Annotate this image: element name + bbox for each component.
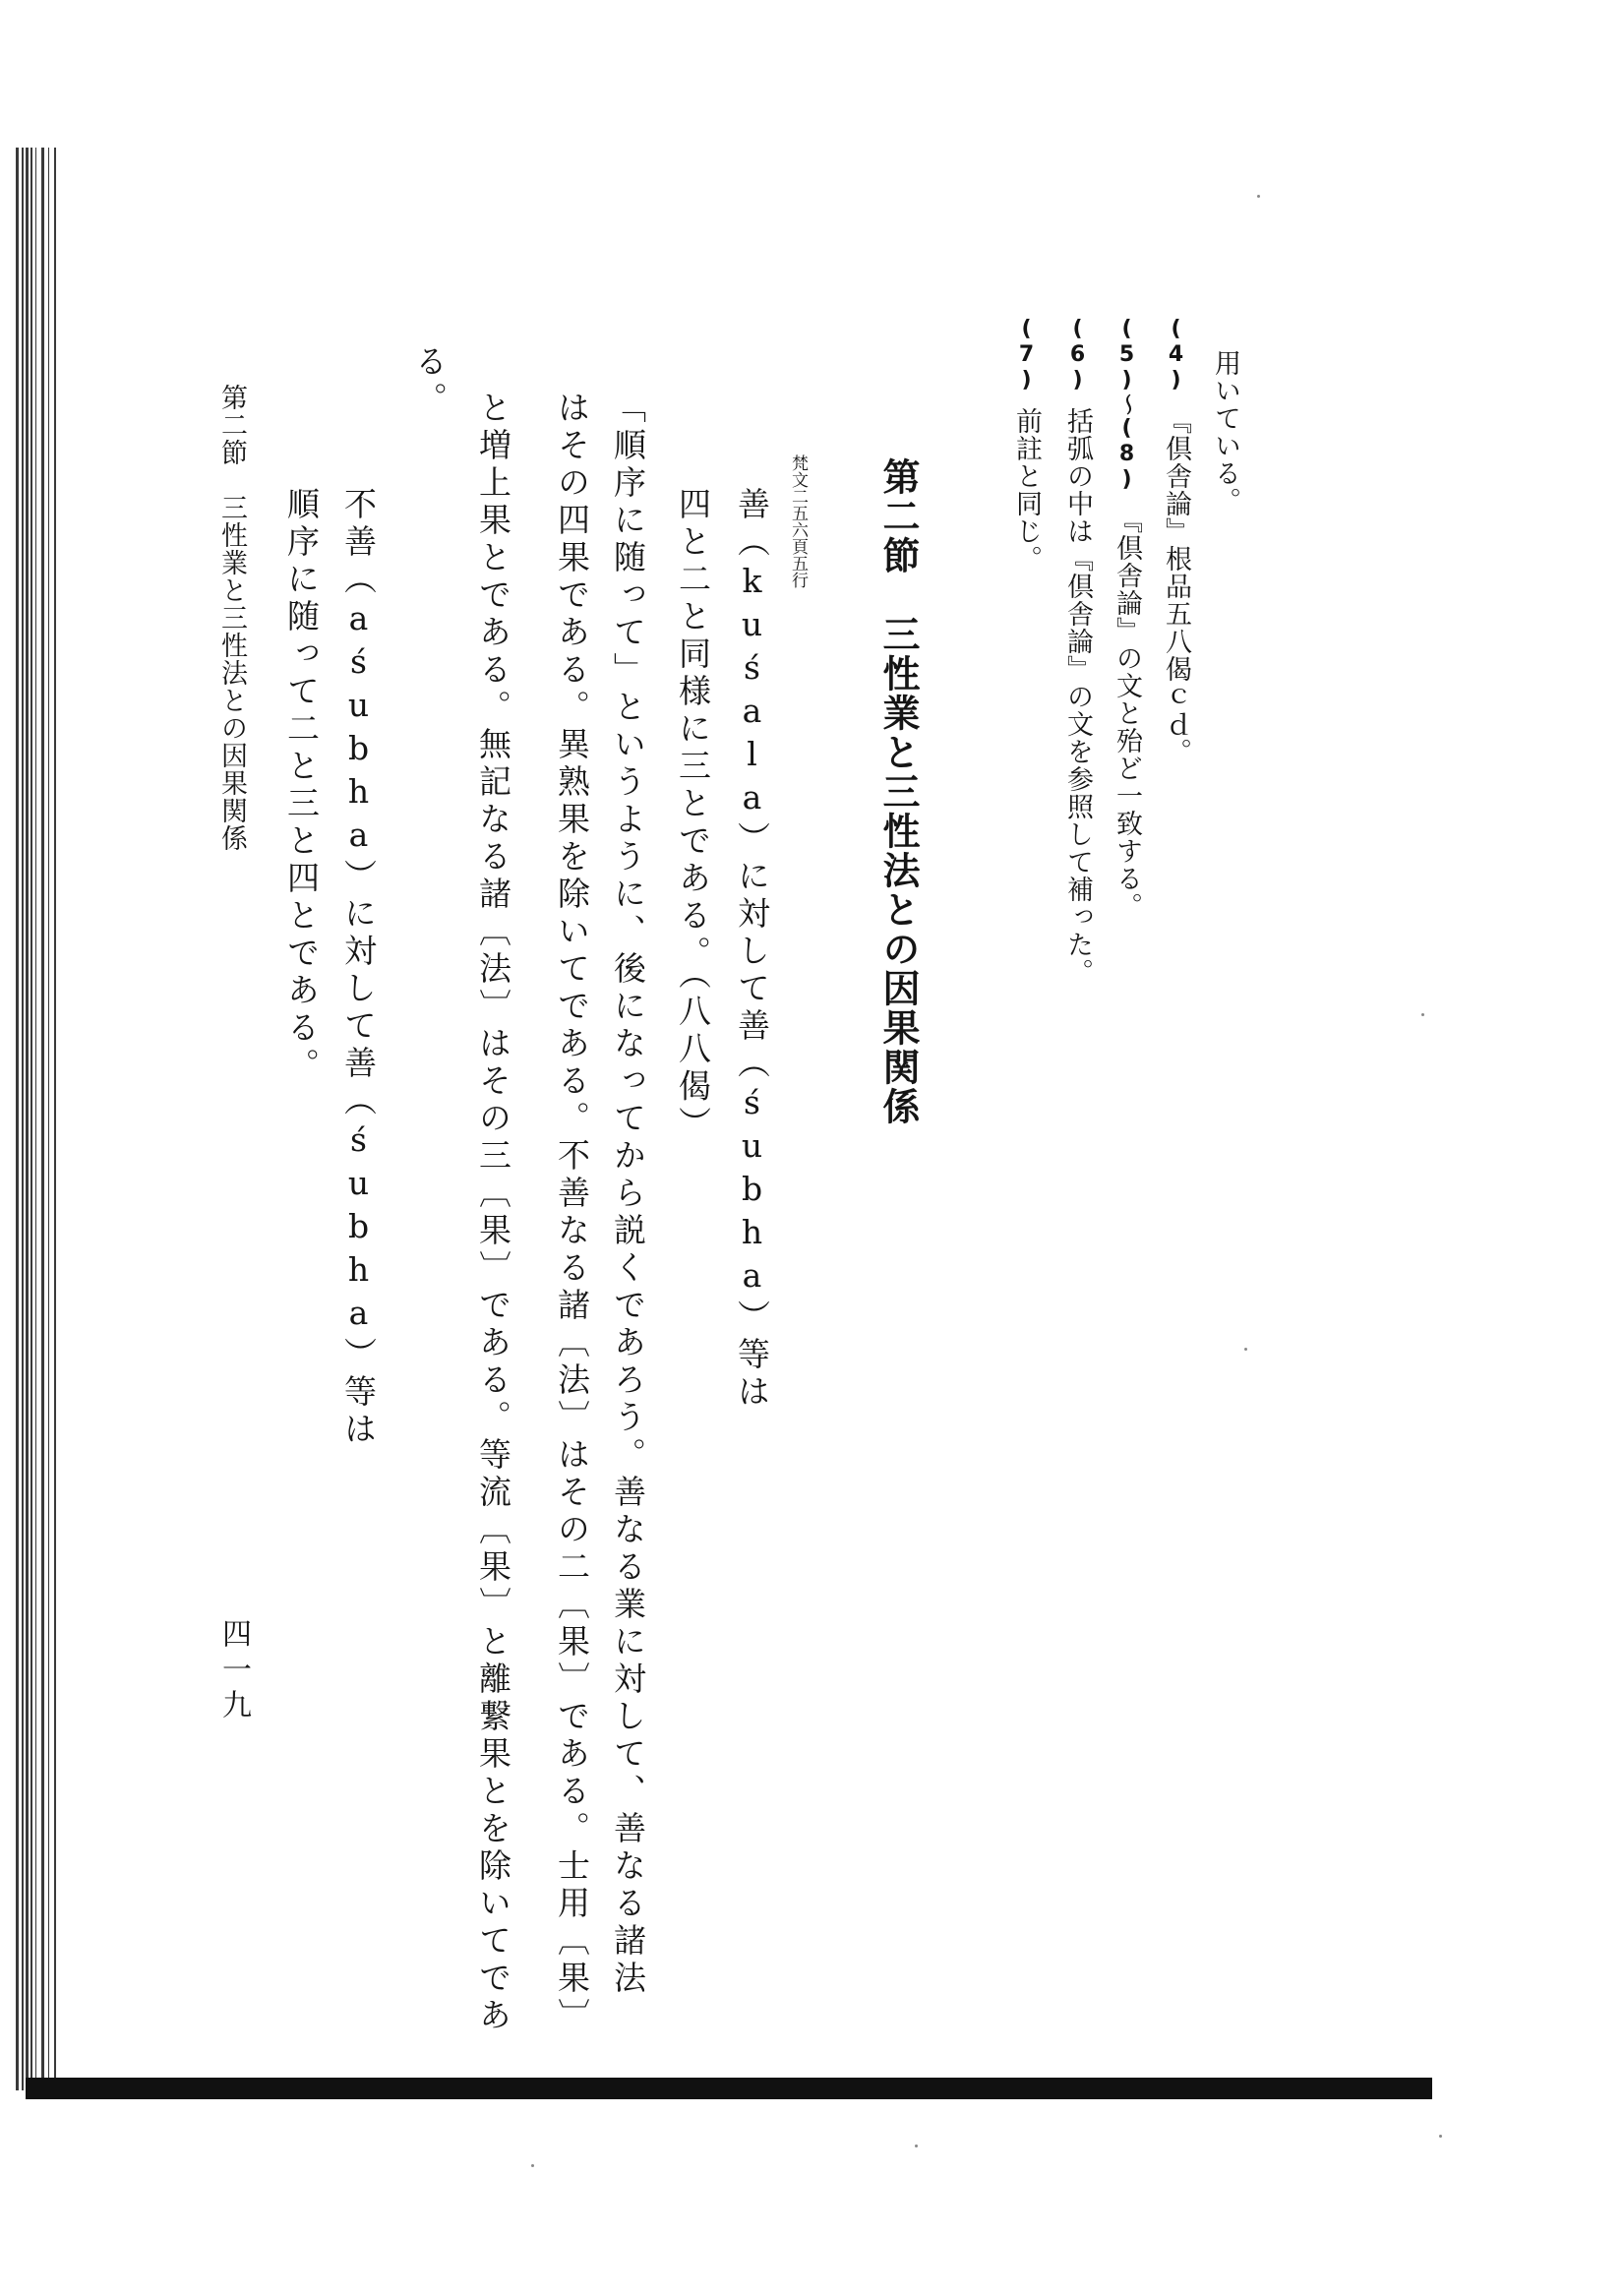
verse-reference: 梵文二五六頁五行 (788, 454, 808, 588)
book-binding-edge (16, 148, 57, 2090)
footnote-number: (6) (1065, 317, 1090, 393)
body-line-4: はその四果である。異熟果を除いてである。不善なる諸〔法〕はその二〔果〕である。士用〔果〕 (553, 391, 591, 2035)
footnote-text: 括弧の中は『倶舎論』の文を参照して補った。 (1062, 407, 1093, 986)
section-heading: 第二節 三性業と三性法との因果関係 (876, 457, 921, 1126)
verse-line-2: 四と二と同様に三とである。（八八偈） (674, 487, 712, 1144)
verse-line-7: 不善（aśubha）に対して善（śubha）等は (339, 487, 378, 1449)
verse-line-1: 善（kuśala）に対して善（śubha）等は (733, 487, 771, 1412)
page-number: 四一九 (216, 1618, 251, 1724)
scan-speck (1421, 1013, 1424, 1016)
footnote-4 (1163, 317, 1189, 765)
scan-speck (531, 2164, 534, 2167)
footnote-number: (7) (1014, 317, 1039, 393)
body-line-5: と増上果とである。無記なる諸〔法〕はその三〔果〕である。等流〔果〕と離繋果とを除いてであ (474, 391, 512, 2035)
bottom-rule (26, 2078, 1432, 2099)
scan-speck (1257, 195, 1260, 198)
footnote-5-8 (1113, 317, 1140, 920)
footnote-number: (4) (1164, 317, 1188, 393)
footnote-7 (1013, 317, 1040, 573)
body-line-6: る。 (410, 344, 449, 419)
footnote-continuation: 用いている。 (1210, 349, 1240, 514)
footnote-number: (5)〜(8) (1114, 317, 1139, 493)
verse-line-8: 順序に随って二と三と四とである。 (282, 487, 321, 1085)
running-header: 第二節 三性業と三性法との因果関係 (216, 384, 247, 852)
scan-speck (915, 2145, 918, 2147)
footnote-text: 『倶舎論』根品五八偈ｃｄ。 (1161, 407, 1191, 765)
scan-speck (1244, 1348, 1247, 1351)
body-line-3: 「順序に随って」というように、後になってから説くであろう。善なる業に対して、善なる諸法 (609, 391, 647, 1998)
footnote-text: 前註と同じ。 (1011, 407, 1042, 573)
footnote-6 (1064, 317, 1091, 986)
scan-speck (1439, 2135, 1442, 2138)
footnote-text: 『倶舎論』の文と殆ど一致する。 (1112, 507, 1142, 920)
